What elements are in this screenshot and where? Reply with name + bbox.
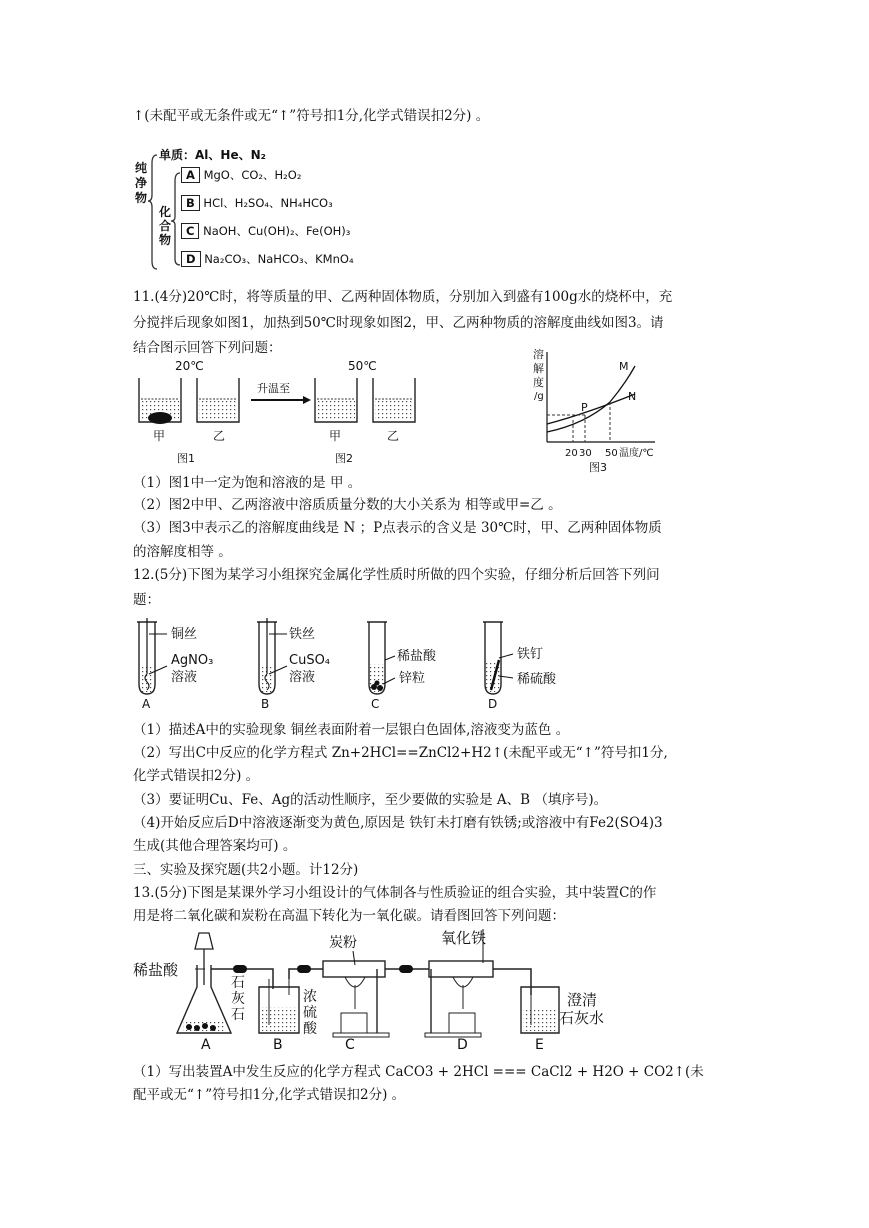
class-box-b: B HCl、H₂SO₄、NH₄HCO₃ <box>181 195 333 211</box>
text-line-q12-a5: （4)开始反应后D中溶液逐渐变为黄色,原因是 铁钉未打磨有铁锈;或溶液中有Fe2(SO4)3 <box>133 815 663 831</box>
text-line-q11-1: 11.(4分)20℃时，将等质量的甲、乙两种固体物质，分别加入到盛有100g水的烧杯中，充 <box>133 289 673 305</box>
fig1-caption: 图1 <box>177 452 195 465</box>
text-line-q11-a2: （2）图2中甲、乙两溶液中溶质质量分数的大小关系为 相等或甲=乙 。 <box>133 497 562 513</box>
apparatus-figure <box>133 925 613 1065</box>
text-line-q12-a3: 化学式错误扣2分) 。 <box>133 768 260 784</box>
ylabel-2: 解 <box>533 362 544 375</box>
text-line-q13-2: 用是将二氧化碳和炭粉在高温下转化为一氧化碳。请看图回答下列问题： <box>133 908 565 924</box>
beaker-figure <box>133 356 423 466</box>
letter-c: C <box>345 1037 355 1053</box>
tube-b-top: 铁丝 <box>289 627 316 642</box>
label-jia-2: 甲 <box>329 429 342 443</box>
text-line-q13-1: 13.(5分)下图是某课外学习小组设计的气体制各与性质验证的组合实验，其中装置C的作 <box>133 885 657 901</box>
xtick-30: 30 <box>579 448 592 459</box>
text-line-q12-1: 12.(5分)下图为某学习小组探究金属化学性质时所做的四个实验，仔细分析后回答下列问 <box>133 567 660 583</box>
tube-a-top: 铜丝 <box>171 627 198 642</box>
ylabel-3: 度 <box>533 376 544 389</box>
letter-e: E <box>535 1037 544 1053</box>
text-line-q12-a2: （2）写出C中反应的化学方程式 Zn+2HCl==ZnCl2+H2↑(未配平或无“↑”符号扣1分, <box>133 745 668 761</box>
text-line-q11-3: 结合图示回答下列问题： <box>133 340 282 356</box>
point-p-label: P <box>581 401 588 414</box>
box-letter: B <box>181 195 200 211</box>
box-letter: C <box>181 223 199 239</box>
tube-a-bot: 溶液 <box>171 670 198 685</box>
limewater-label-1: 澄清 <box>567 991 598 1009</box>
tube-c-top: 稀盐酸 <box>397 649 437 664</box>
text-line-q11-2: 分搅拌后现象如图1，加热到50℃时现象如图2，甲、乙两种物质的溶解度曲线如图3。请 <box>133 315 664 331</box>
pure-substance-label: 纯净物 <box>135 161 148 205</box>
box-letter: D <box>181 251 201 267</box>
section-heading: 三、实验及探究题(共2小题。计12分) <box>133 862 359 878</box>
tube-b-letter: B <box>261 697 270 711</box>
text-line-q12-a4: （3）要证明Cu、Fe、Ag的活动性顺序，至少要做的实验是 A、B （填序号)。 <box>133 792 608 808</box>
limewater-label-2: 石灰水 <box>559 1009 605 1027</box>
class-box-d: D Na₂CO₃、NaHCO₃、KMnO₄ <box>181 251 354 267</box>
tube-b-bot: 溶液 <box>289 670 316 685</box>
tube-d-top: 铁钉 <box>517 647 544 662</box>
box-letter: A <box>181 167 200 183</box>
tube-c-letter: C <box>371 697 380 711</box>
text-line-q13-a2: 配平或无“↑”符号扣1分,化学式错误扣2分) 。 <box>133 1087 406 1103</box>
text-line-q11-a1: （1）图1中一定为饱和溶液的是 甲 。 <box>133 475 362 491</box>
label-jia-1: 甲 <box>153 429 166 443</box>
conc-label-1: 浓 <box>303 989 317 1005</box>
solubility-chart <box>525 344 675 474</box>
text-line-q13-a1: （1）写出装置A中发生反应的化学方程式 CaCO3 + 2HCl === CaCl2 + H2O + CO2↑(未 <box>133 1064 704 1080</box>
class-box-c: C NaOH、Cu(OH)₂、Fe(OH)₃ <box>181 223 350 239</box>
xlabel: 温度/℃ <box>619 448 654 459</box>
fig3-caption: 图3 <box>589 461 607 474</box>
letter-a: A <box>201 1037 211 1053</box>
svg-text:灰: 灰 <box>231 991 245 1007</box>
compound-label: 化合物 <box>159 205 172 247</box>
tube-b-mid: CuSO₄ <box>289 653 331 668</box>
acid-label: 稀盐酸 <box>133 961 179 979</box>
text-line-q12-2: 题： <box>133 592 160 608</box>
carbon-label: 炭粉 <box>329 935 357 951</box>
text-line-q11-a4: 的溶解度相等 。 <box>133 544 232 560</box>
conc-label-3: 酸 <box>303 1021 317 1037</box>
label-yi-1: 乙 <box>213 429 226 443</box>
tube-a-letter: A <box>142 697 151 711</box>
xtick-20: 20 <box>565 448 578 459</box>
classification-diagram <box>133 143 373 273</box>
fig2-caption: 图2 <box>335 452 353 465</box>
label-yi-2: 乙 <box>387 429 400 443</box>
temp-label-50: 50℃ <box>348 359 377 373</box>
limestone-label: 石 <box>231 975 245 991</box>
conc-label-2: 硫 <box>303 1005 317 1021</box>
svg-text:石: 石 <box>231 1007 245 1023</box>
text-line-q11-a3: （3）图3中表示乙的溶解度曲线是 N ；P点表示的含义是 30℃时，甲、乙两种固体物质 <box>133 520 662 536</box>
elements-label: 单质：Al、He、N₂ <box>159 148 266 162</box>
temp-label-20: 20℃ <box>175 359 204 373</box>
iron-oxide-label: 氧化铁 <box>441 929 487 947</box>
text-line-q12-a1: （1）描述A中的实验现象 铜丝表面附着一层银白色固体,溶液变为蓝色 。 <box>133 722 570 738</box>
ylabel-1: 溶 <box>533 348 544 361</box>
curve-m-label: M <box>619 360 629 373</box>
tube-a-mid: AgNO₃ <box>171 653 214 668</box>
text-line-q12-a6: 生成(其他合理答案均可) 。 <box>133 838 297 854</box>
letter-d: D <box>457 1037 468 1053</box>
tube-d-letter: D <box>488 697 498 711</box>
tube-d-bot: 稀硫酸 <box>517 672 557 687</box>
xtick-50: 50 <box>605 448 618 459</box>
curve-n-label: N <box>628 390 637 403</box>
test-tube-figure <box>133 614 573 714</box>
text-line-1: ↑(未配平或无条件或无“↑”符号扣1分,化学式错误扣2分) 。 <box>133 108 490 124</box>
class-box-a: A MgO、CO₂、H₂O₂ <box>181 167 301 183</box>
tube-c-bot: 锌粒 <box>399 671 426 686</box>
letter-b: B <box>273 1037 283 1053</box>
ylabel-4: /g <box>534 391 544 402</box>
heat-arrow-label: 升温至 <box>257 382 290 395</box>
